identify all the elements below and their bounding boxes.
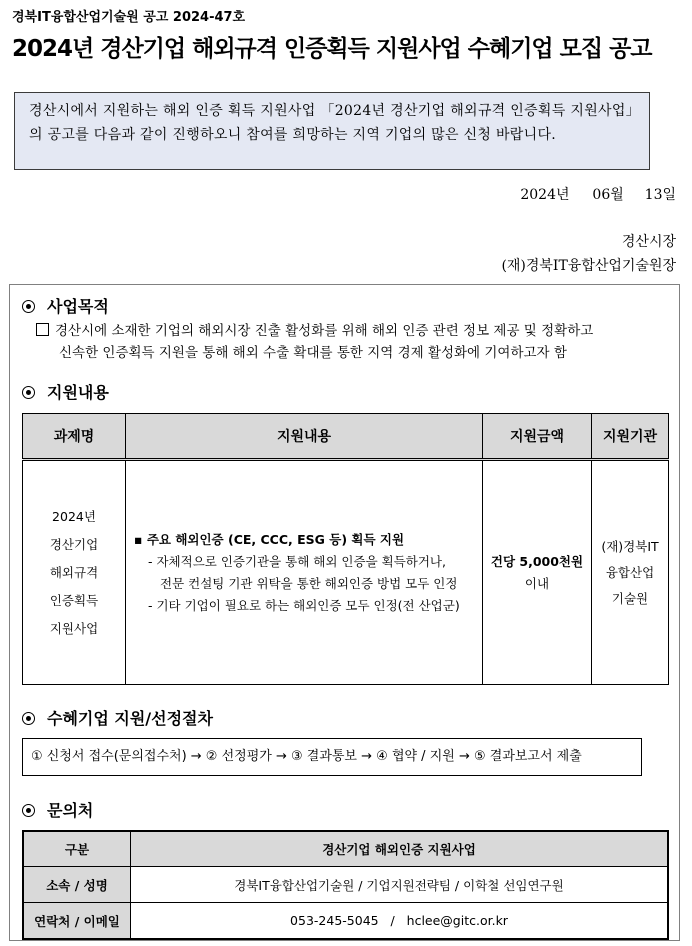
project-name-cell [23, 460, 126, 685]
header-content: 지원내용 [126, 414, 483, 460]
contact-table [22, 830, 669, 940]
project-line: 경산기업 [49, 536, 99, 552]
section-process-heading [22, 706, 213, 729]
issuer-line-1: 경산시장 [621, 234, 676, 250]
intro-box [14, 92, 650, 170]
issuer-block [501, 230, 676, 278]
contact-row [23, 903, 668, 940]
purpose-text [36, 320, 676, 364]
contact-header-value: 경산기업 해외인증 지원사업 [131, 831, 669, 867]
contact-phone-email-value: 053-245-5045 / hclee@gitc.or.kr [131, 903, 669, 940]
content-sub-item: - 기타 기업이 필요로 하는 해외인증 모두 인정(전 산업군) [148, 597, 460, 613]
date-day: 13일 [644, 187, 676, 203]
contact-phone-email-label: 연락처 / 이메일 [23, 903, 131, 940]
intro-text: 경산시에서 지원하는 해외 인증 획득 지원사업 「2024년 경산기업 해외규격 인증획득 지원사업」의 공고를 다음과 같이 진행하오니 참여를 희망하는 지역 기업의 많은 신청 바랍니다. [29, 103, 633, 143]
process-text: ① 신청서 접수(문의접수처) → ② 선정평가 → ③ 결과통보 → ④ 협약 / 지원 → ⑤ 결과보고서 제출 [31, 749, 582, 764]
content-sub-item: - 자체적으로 인증기관을 통해 해외 인증을 획득하거나, [148, 553, 446, 569]
notice-number: 경북IT융합산업기술원 공고 2024-47호 [12, 10, 246, 25]
notice-date [520, 184, 676, 204]
date-month: 06월 [592, 187, 624, 203]
amount-value: 건당 5,000천원 [490, 553, 584, 569]
circle-bullet-icon [22, 712, 35, 725]
support-table [22, 413, 669, 685]
contact-affiliation-label: 소속 / 성명 [23, 867, 131, 903]
contact-header-row [23, 831, 668, 867]
section-process-title: 수혜기업 지원/선정절차 [47, 709, 213, 728]
project-line: 인증획득 [49, 592, 99, 608]
header-organization: 지원기관 [592, 414, 669, 460]
support-org-cell [592, 460, 669, 685]
org-line: (재)경북IT [601, 538, 659, 554]
project-line: 지원사업 [49, 620, 99, 636]
section-support-heading [22, 380, 109, 403]
project-line: 해외규격 [49, 564, 99, 580]
contact-affiliation-value: 경북IT융합산업기술원 / 기업지원전략팀 / 이학철 선임연구원 [131, 867, 669, 903]
org-line: 기술원 [611, 590, 649, 606]
header-amount: 지원금액 [483, 414, 592, 460]
page-title: 2024년 경산기업 해외규격 인증획득 지원사업 수혜기업 모집 공고 [12, 36, 652, 62]
purpose-line-2: 신속한 인증획득 지원을 통해 해외 수출 확대를 통한 지역 경제 활성화에 기여하고자 함 [59, 345, 567, 361]
section-contact-title: 문의처 [47, 801, 94, 820]
support-amount-cell [483, 460, 592, 685]
project-line: 2024년 [52, 508, 96, 524]
section-purpose-heading [22, 294, 109, 317]
support-content-cell [126, 460, 483, 685]
circle-bullet-icon [22, 804, 35, 817]
support-table-header-row [23, 414, 669, 460]
content-main-item: ▪ 주요 해외인증 (CE, CCC, ESG 등) 획득 지원 [134, 531, 405, 547]
circle-bullet-icon [22, 386, 35, 399]
date-year: 2024년 [520, 187, 570, 203]
section-purpose-title: 사업목적 [47, 297, 109, 316]
header-project: 과제명 [23, 414, 126, 460]
section-support-title: 지원내용 [47, 383, 109, 402]
process-steps [22, 738, 642, 776]
contact-header-label: 구분 [23, 831, 131, 867]
circle-bullet-icon [22, 300, 35, 313]
org-line: 융합산업 [605, 564, 655, 580]
checkbox-square-icon [36, 323, 49, 336]
section-contact-heading [22, 798, 93, 821]
contact-row [23, 867, 668, 903]
purpose-line-1: 경산시에 소재한 기업의 해외시장 진출 활성화를 위해 해외 인증 관련 정보 제공 및 정확하고 [55, 323, 594, 339]
issuer-line-2: (재)경북IT융합산업기술원장 [501, 258, 676, 274]
support-table-row [23, 460, 669, 685]
content-sub-item-cont: 전문 컨설팅 기관 위탁을 통한 해외인증 방법 모두 인정 [160, 575, 458, 591]
amount-limit: 이내 [524, 575, 550, 591]
